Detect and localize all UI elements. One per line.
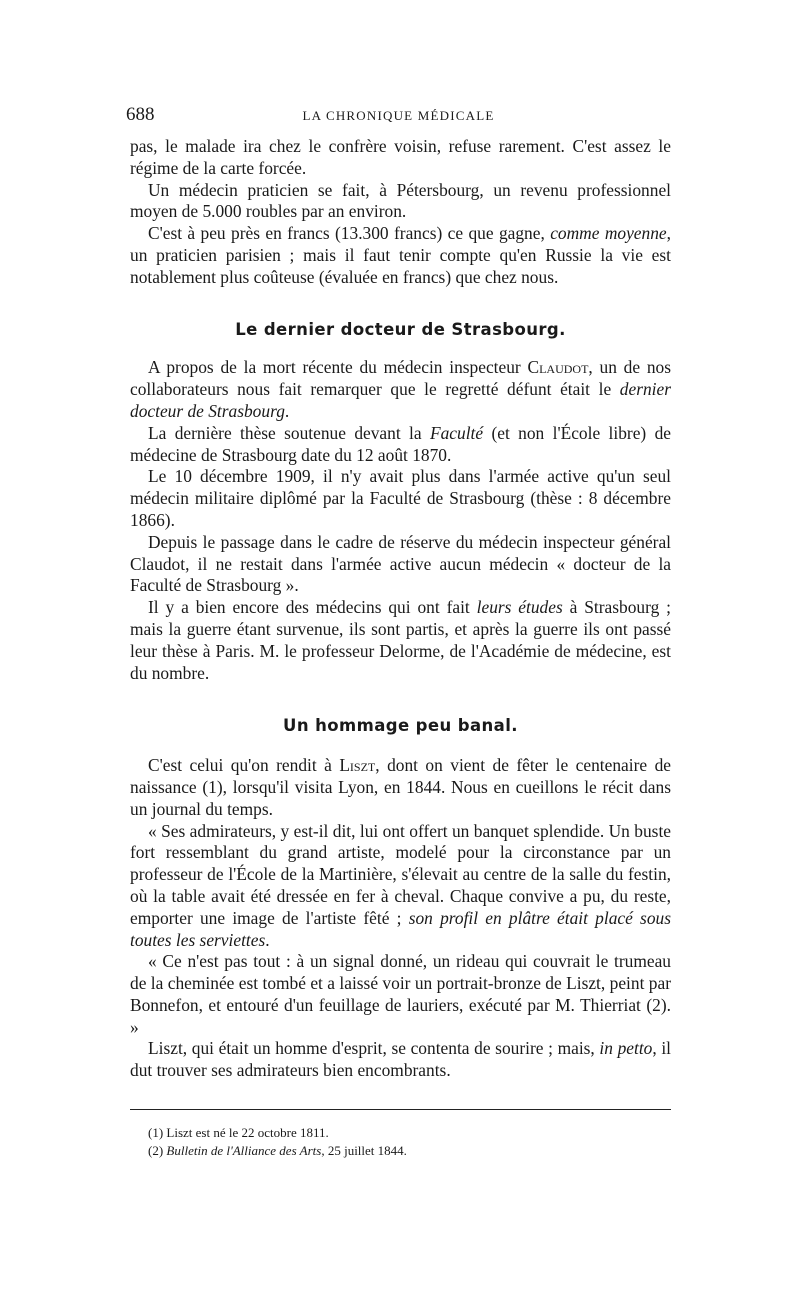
- paragraph: [130, 423, 671, 467]
- running-title: LA CHRONIQUE MÉDICALE: [302, 108, 495, 123]
- section-heading: Un hommage peu banal.: [283, 716, 518, 736]
- paragraph: pas, le malade ira chez le confrère voisin, refuse rarement. C'est assez le régime de la carte forcée.: [130, 136, 671, 178]
- paragraph: Le 10 décembre 1909, il n'y avait plus dans l'armée active qu'un seul médecin militaire diplômé par la Faculté de Strasbourg (thèse : 8 décembre 1866).: [130, 466, 671, 530]
- text-run: , 25 juillet 1844.: [321, 1143, 407, 1158]
- paragraph: [130, 821, 671, 952]
- text-run: Il y a bien encore des médecins qui ont fait: [148, 597, 477, 618]
- paragraph: [130, 597, 671, 684]
- italic-run: Bulletin de l'Alliance des Arts: [166, 1143, 322, 1158]
- text-run: , dont on vient de fêter le centenaire de naissance (1), lorsqu'il visita Lyon, en 1844. Nous en cueillons le récit dans un journal du temps.: [130, 755, 671, 819]
- text-run: , un de nos collaborateurs nous fait remarquer que le regretté défunt était le: [130, 357, 671, 400]
- text-run: .: [265, 929, 270, 950]
- paragraph: [130, 357, 671, 422]
- text-run: (et non l'École libre) de médecine de Strasbourg date du 12 août 1870.: [130, 422, 671, 465]
- italic-run: son profil en plâtre était placé sous toutes les serviettes: [130, 907, 671, 950]
- paragraph: [130, 755, 671, 820]
- italic-run: dernier docteur de Strasbourg: [130, 379, 671, 421]
- text-run: A propos de la mort récente du médecin inspecteur: [148, 357, 528, 378]
- small-caps-name: Liszt: [339, 755, 376, 776]
- paragraph: Un médecin praticien se fait, à Pétersbourg, un revenu professionnel moyen de 5.000 roubles par an environ.: [130, 179, 671, 222]
- text-run: (2): [148, 1143, 167, 1158]
- footnote: (1) Liszt est né le 22 octobre 1811.: [148, 1125, 329, 1140]
- small-caps-name: Claudot: [527, 357, 589, 378]
- footnote: [148, 1142, 668, 1160]
- footnotes: [148, 1124, 668, 1160]
- paragraph: Depuis le passage dans le cadre de réserve du médecin inspecteur général Claudot, il ne restait dans l'armée active aucun médecin « docteur de la Faculté de Strasbourg ».: [130, 531, 671, 596]
- italic-run: in petto: [599, 1038, 653, 1059]
- text-run: C'est à peu près en francs (13.300 francs) ce que gagne,: [148, 223, 551, 244]
- text-run: , il dut trouver ses admirateurs bien encombrants.: [130, 1038, 671, 1081]
- page-header: [126, 104, 671, 130]
- footnote-rule: [130, 1109, 671, 1110]
- text-run: , un praticien parisien ; mais il faut tenir compte qu'en Russie la vie est notablement plus coûteuse (évaluée en francs) que chez nous.: [130, 223, 671, 287]
- paragraph: [130, 223, 671, 288]
- section-heading: Le dernier docteur de Strasbourg.: [235, 319, 566, 339]
- text-run: .: [284, 400, 290, 421]
- italic-run: leurs études: [476, 597, 563, 618]
- italic-run: comme moyenne: [550, 223, 667, 244]
- text-run: La dernière thèse soutenue devant la: [148, 422, 430, 443]
- text-run: à Strasbourg ; mais la guerre étant survenue, ils sont partis, et après la guerre ils ont passé leur thèse à Paris. M. le professeur Delorme, de l'Académie de médecine, est du nombre.: [130, 597, 671, 683]
- body-text: [130, 136, 671, 1082]
- text-run: « Ses admirateurs, y est-il dit, lui ont offert un banquet splendide. Un buste fort ressemblant du grand artiste, modelé pour la circonstance par un professeur de l'École de la Martinière, s'élevait au centre de la salle du festin, où la table avait été dressée en fer à cheval. Chaque convive a pu, du reste, emporter une image de l'artiste fêté ;: [130, 820, 671, 928]
- page-number: 688: [126, 104, 155, 125]
- text-run: Liszt, qui était un homme d'esprit, se contenta de sourire ; mais,: [148, 1038, 600, 1059]
- text-run: C'est celui qu'on rendit à: [148, 755, 340, 776]
- italic-run: Faculté: [429, 422, 484, 443]
- paragraph: « Ce n'est pas tout : à un signal donné, un rideau qui couvrait le trumeau de la cheminée est tombé et a laissé voir un portrait-bronze de Liszt, peint par Bonnefon, et entouré d'un feuillage de lauriers, exécuté par M. Thierriat (2). »: [130, 951, 671, 1037]
- paragraph: [130, 1038, 671, 1082]
